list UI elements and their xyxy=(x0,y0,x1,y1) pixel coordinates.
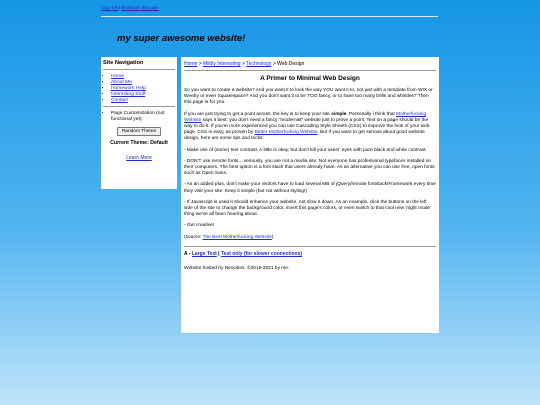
learn-more-link[interactable]: Learn More xyxy=(126,155,152,161)
top-links-separator: | xyxy=(119,5,121,10)
site-title: my super awesome website! xyxy=(117,33,246,44)
motherfucking-website-link[interactable]: Motherfucking Website xyxy=(184,111,427,123)
source-prefix: (source: xyxy=(184,234,203,240)
source-suffix: ) xyxy=(271,234,274,240)
random-theme-button[interactable]: Random Theme xyxy=(117,127,161,136)
footer-links xyxy=(184,251,436,257)
footer-separator: | xyxy=(216,250,221,257)
copy-link[interactable]: Copy link xyxy=(101,5,119,10)
tip-load-size: - As an added plus, don't make your visitors have to load several MB of jQuery/remote fontstack/Framework every time they visit your site. Keep it simple (but not without styling!) xyxy=(184,182,436,194)
breadcrumb-technology[interactable]: Technology xyxy=(246,61,272,67)
sidebar xyxy=(101,57,177,189)
breadcrumb-home[interactable]: Home xyxy=(184,61,198,67)
tip-remote-fonts: - DON'T use remote fonts... seriously, you are not a media site. Not everyone has professional typefaces installed on their computers. The best option is a font stack that users already have. As an alternative you can use free, open fonts such as Open Sans. xyxy=(184,158,435,177)
main-content xyxy=(181,57,439,333)
footer-divider xyxy=(184,246,436,247)
customization-label: • Page Customization (not functional yet): xyxy=(111,111,175,123)
customization-list xyxy=(103,111,175,123)
breadcrumb-current: Web Design xyxy=(277,61,305,67)
tip-contrast: - Make use of (some) text contrast. A little is okay, but don't kill your users' eyes with pure black and white contrast. xyxy=(184,147,427,153)
p2-bold-simple: simple xyxy=(331,111,347,117)
p2-text-b: . Personally i think that xyxy=(346,111,396,117)
article-intro: So you want to create a website? And you want it to look the way YOU want it to, not just with a template from WIX or Weeby or even Squarespace? And you don't want it to be TOO fancy, or to have too many bells and whistles? Then this page is for you. xyxy=(184,88,433,106)
sidebar-link-interesting[interactable]: Interesting Stuff xyxy=(111,92,146,97)
hosted-by-text: Website hosted by Neocities. ©2019-2021 by me. xyxy=(184,265,290,271)
p2-text-a: If you are just trying to get a point across, the key is to keep your site xyxy=(184,111,332,117)
sidebar-link-about[interactable]: About Me xyxy=(111,80,132,85)
top-links-bar xyxy=(101,5,159,10)
source-link[interactable]: The Best Motherfucking Website xyxy=(202,234,272,240)
sidebar-link-homework[interactable]: Homework Help xyxy=(111,86,146,91)
current-theme-label: Current Theme: Default xyxy=(110,140,168,146)
bookmark-link[interactable]: Bookmark this page xyxy=(121,5,159,10)
sidebar-heading: Site Navigation xyxy=(103,60,144,66)
tip-get-creative: - Get creative! xyxy=(184,223,215,229)
sidebar-link-home[interactable]: Home xyxy=(111,74,125,79)
text-only-link[interactable]: Text only (for slower connections) xyxy=(220,250,303,257)
better-motherfucking-website-link[interactable]: Better Motherfucking Website xyxy=(254,130,318,136)
breadcrumb-divider xyxy=(184,70,436,71)
breadcrumb-separator-3: > xyxy=(271,61,278,67)
p2-text-d: . But if you want to get serious about good website design, here are some tips and tricks: xyxy=(184,130,425,142)
breadcrumb-separator-1: > xyxy=(197,61,204,67)
article-paragraph-2 xyxy=(184,112,436,143)
tip-javascript: - If Javascript is used it should enhance your website, not slow it down. As an example, click the buttons on the left side of the site to change the background color, invert this page's colors, or even switch to that cool new 'night mode' thing we've all been hearing about. xyxy=(184,199,431,218)
article-title: A Primer to Minimal Web Design xyxy=(260,75,360,82)
large-text-link[interactable]: Large Text xyxy=(191,250,217,257)
breadcrumb-mildly-interesting[interactable]: Mildly Interesting xyxy=(203,61,241,67)
footer-prefix: A - xyxy=(184,250,192,257)
breadcrumb-separator-2: > xyxy=(240,61,247,67)
article-source xyxy=(184,235,436,241)
sidebar-link-contact[interactable]: Contact xyxy=(111,98,128,103)
top-divider xyxy=(101,16,438,17)
sidebar-item-contact xyxy=(111,98,175,104)
p2-text-c: says it best: you don't need a fancy "modernist" website just to prove a point. Text on a page should be the way to do it. If you're more experienced you can use Cascading Style Sheets (CSS) to improve the look of your web page. CSS is easy, as proven by xyxy=(184,117,430,136)
breadcrumb xyxy=(184,61,436,67)
sidebar-divider xyxy=(103,69,175,70)
sidebar-nav-list xyxy=(103,74,175,104)
sidebar-divider-2 xyxy=(103,106,175,107)
